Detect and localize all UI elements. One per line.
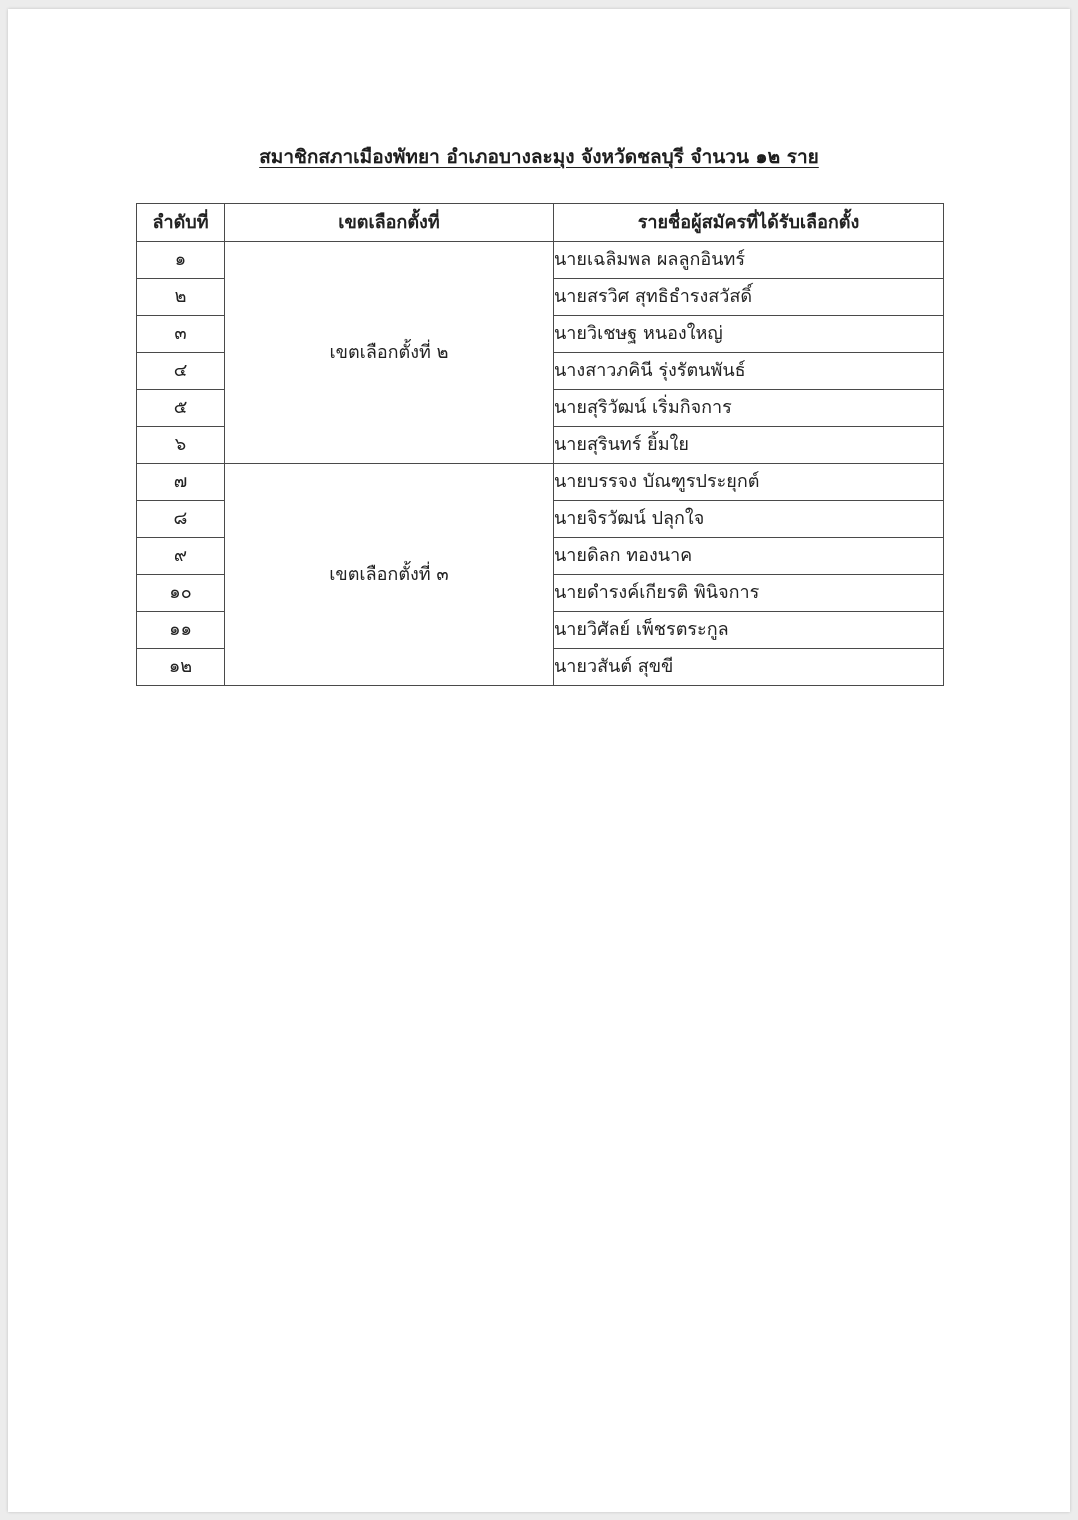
candidate-name: นายสุริวัฒน์ เริ่มกิจการ bbox=[554, 390, 944, 427]
row-number: ๘ bbox=[137, 501, 225, 538]
candidate-name: นายวิศัลย์ เพ็ชรตระกูล bbox=[554, 612, 944, 649]
table-row bbox=[137, 464, 944, 501]
results-table bbox=[136, 203, 944, 686]
candidate-name: นายบรรจง บัณฑูรประยุกต์ bbox=[554, 464, 944, 501]
candidate-name: นายเฉลิมพล ผลลูกอินทร์ bbox=[554, 242, 944, 279]
row-number: ๓ bbox=[137, 316, 225, 353]
row-number: ๑๒ bbox=[137, 649, 225, 686]
header-no: ลำดับที่ bbox=[137, 204, 225, 242]
document-title: สมาชิกสภาเมืองพัทยา อำเภอบางละมุง จังหวัดชลบุรี จำนวน ๑๒ ราย bbox=[259, 146, 819, 168]
row-number: ๕ bbox=[137, 390, 225, 427]
row-number: ๖ bbox=[137, 427, 225, 464]
header-name: รายชื่อผู้สมัครที่ได้รับเลือกตั้ง bbox=[554, 204, 944, 242]
row-number: ๒ bbox=[137, 279, 225, 316]
row-number: ๑๐ bbox=[137, 575, 225, 612]
row-number: ๗ bbox=[137, 464, 225, 501]
candidate-name: นายสุรินทร์ ยิ้มใย bbox=[554, 427, 944, 464]
district-cell: เขตเลือกตั้งที่ ๓ bbox=[225, 464, 554, 686]
candidate-name: นายวิเชษฐ หนองใหญ่ bbox=[554, 316, 944, 353]
header-district: เขตเลือกตั้งที่ bbox=[225, 204, 554, 242]
document-page bbox=[8, 9, 1070, 1512]
row-number: ๑๑ bbox=[137, 612, 225, 649]
candidate-name: นายดำรงค์เกียรติ พินิจการ bbox=[554, 575, 944, 612]
row-number: ๔ bbox=[137, 353, 225, 390]
row-number: ๑ bbox=[137, 242, 225, 279]
candidate-name: นายวสันต์ สุขขี bbox=[554, 649, 944, 686]
candidate-name: นายดิลก ทองนาค bbox=[554, 538, 944, 575]
table-row bbox=[137, 242, 944, 279]
table-header-row bbox=[137, 204, 944, 242]
candidate-name: นายจิรวัฒน์ ปลุกใจ bbox=[554, 501, 944, 538]
candidate-name: นายสรวิศ สุทธิธำรงสวัสดิ์ bbox=[554, 279, 944, 316]
row-number: ๙ bbox=[137, 538, 225, 575]
district-cell: เขตเลือกตั้งที่ ๒ bbox=[225, 242, 554, 464]
candidate-name: นางสาวภคินี รุ่งรัตนพันธ์ bbox=[554, 353, 944, 390]
